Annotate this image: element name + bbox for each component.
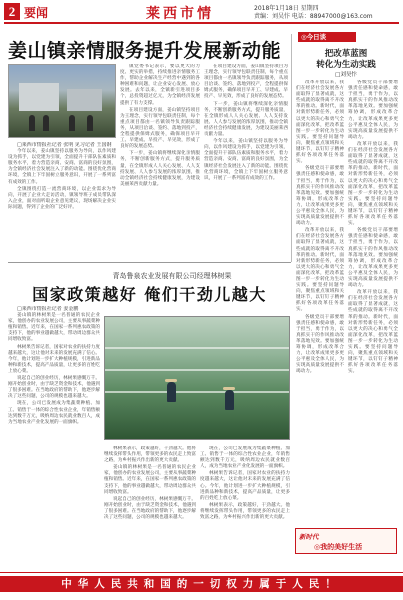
footer-slogan: 中华人民共和国的一切权力属于人民！ [0,576,403,592]
story2-paragraph: 现在，公司已发展成为集蔬菜种植、加工、销售于一体的综合性农业企业，年销售额达到数千万元，吸纳周边农民就业数百人，成为当地农业产业化发展的一面旗帜。 [200,446,290,470]
story1-paragraph: 今年以来，姜山镇坚持以服务为导向，以作风建设为抓手，以党建为引领，全面提升干部队伍素质和服务水平，着力营造亲商、安商、富商的良好氛围，为全镇经济社会发展注入了新的动能。围绕优化营商环境，全镇上下牢固树立服务意识，开展了一系列富有成效的工作。 [204,139,288,181]
story1-photo [8,64,116,138]
photo-person [87,115,93,131]
header-rule [4,22,399,24]
sidebar-title: 把改革蓝图 [324,49,368,59]
story2-paragraph: 林树果表示，政策越好，干劲越大。他将继续发挥带头作用，带领更多的农民走上致富之路，为乡村振兴作出新的更大贡献。 [200,502,290,521]
story2-paragraph: 林树果告诉记者，国家对农业的扶持力度越来越大，这让他对未来的发展充满了信心。今年，他计划进一步扩大种植规模，引进新品种和新技术，提高产品质量，让更多的百姓吃上放心菜。 [8,344,100,374]
story1-column [8,142,116,260]
sidebar-paragraph: 改革开放以来，我们在经济社会发展各方面取得了显著成就，这些成就的取得离不开改革的推动。新时代，面对新形势新任务，必须以更大的决心和勇气全面深化改革，把改革蓝图一步一步转化为生动实践。要坚持问题导向，聚焦重点领域和关键环节，以钉钉子精神抓好各项改革任务落实。 [296,228,344,313]
story1-paragraph: 今年以来，姜山镇坚持以服务为导向，以作风建设为抓手，以党建为引领，全面提升干部队伍素质和服务水平，着力营造亲商、安商、富商的良好氛围，为全镇经济社会发展注入了新的动能。围绕优化营商环境，全镇上下牢固树立服务意识，开展了一系列富有成效的工作。 [8,149,116,185]
story2-paragraph: 林树果告诉记者，国家对农业的扶持力度越来越大，这让他对未来的发展充满了信心。今年，他计划进一步扩大种植规模，引进新品种和新技术，提高产品质量，让更多的百姓吃上放心菜。 [200,471,290,501]
photo-greenhouse-row [105,347,290,349]
story1-headline: 姜山镇亲情服务提升发展新动能 [8,40,282,62]
editor-line: 责编：刘吴忭 电话：88947000@163.com [254,13,373,20]
photo-person [167,382,176,402]
story1-column [204,64,288,260]
page-number: 2 [4,3,20,20]
paper-name: 莱西市情 [146,6,214,22]
sidebar-paragraph: 各级党员干部要增强责任感和使命感，敢于担当，勇于作为，以真抓实干的作风推动改革落地见效。要加强统筹协调，形成改革合力，让改革成果更多更公平惠及全体人民，为实现高质量发展提供不竭动力。 [296,166,344,227]
story2-kicker: 青岛鲁泉农业发展有限公司经理林树果 [112,272,232,280]
promo-box [295,528,397,554]
sidebar-paragraph: 改革开放以来，我们在经济社会发展各方面取得了显著成就，这些成就的取得离不开改革的推动。新时代，面对新形势新任务，必须以更大的决心和勇气全面深化改革，把改革蓝图一步一步转化为生动实践。要坚持问题导向，聚焦重点领域和关键环节，以钉钉子精神抓好各项改革任务落实。 [348,290,398,375]
story2-paragraph: 现在，公司已发展成为集蔬菜种植、加工、销售于一体的综合性农业企业，年销售额达到数千万元，吸纳周边农民就业数百人，成为当地农业产业化发展的一面旗帜。 [8,401,100,425]
footer-rule [0,572,403,573]
story2-paragraph: 说起自己的创业经历，林树果感慨万千。刚开始创业时，由于缺乏资金和技术，他遇到了很多困难。在当地政府的帮助下，他逐步解决了这些问题，公司的规模也越来越大。 [8,376,100,400]
sidebar-divider [291,34,292,262]
sidebar-paragraph: 各级党员干部要增强责任感和使命感，敢于担当，勇于作为，以真抓实干的作风推动改革落地见效。要加强统筹协调，形成改革合力，让改革成果更多更公平惠及全体人民，为实现高质量发展提供不竭动力。 [296,314,344,375]
photo-person [29,115,35,131]
photo-person [43,115,49,131]
sidebar-author: □刘昊忭 [335,72,357,78]
photo-building [67,89,102,111]
photo-greenhouse-row [105,391,290,393]
sidebar-paragraph: 改革开放以来，我们在经济社会发展各方面取得了显著成就，这些成就的取得离不开改革的推动。新时代，面对新形势新任务，必须以更大的决心和勇气全面深化改革，把改革蓝图一步一步转化为生动实践。要坚持问题导向，聚焦重点领域和关键环节，以钉钉子精神抓好各项改革任务落实。 [348,141,398,227]
promo-subtitle: ◎我的美好生活 [314,543,363,551]
sidebar-paragraph: 改革开放以来，我们在经济社会发展各方面取得了显著成就，这些成就的取得离不开改革的推动。新时代，面对新形势新任务，必须以更大的决心和勇气全面深化改革，把改革蓝图一步一步转化为生动实践。要坚持问题导向，聚焦重点领域和关键环节，以钉钉子精神抓好各项改革任务落实。 [296,80,344,165]
story1-paragraph: 下一步，姜山镇将继续深化亲情服务，不断创新服务方式，提升服务质量，在全镇形成人人关心发展、人人支持发展、人人参与发展的浓厚氛围，推动全镇经济社会持续健康发展，为建设美丽莱西贡献力量。 [120,151,200,187]
story1-paragraph: 镇党委书记表示，要以更大的力度、更实的举措，持续推进亲情服务工作，帮助企业解决生产经营中遇到的各种困难和问题，让企业安心发展、放心发展。去年以来，全镇新引进项目多个，总投资超过亿元，为全镇经济发展提供了有力支撑。 [120,64,200,106]
story1-paragraph: 全镇围绕打造一流营商环境，以企业需求为导向，开展了企业大走访活动，镇领导班子成员带队深入企业，面对面听取企业意见建议，现场解决企业实际问题，得到了企业的广泛好评。 [8,186,116,210]
story2-column [104,446,196,568]
story2-paragraph: 姜山镇的林树果是一名普通的农民企业家，他创办的农业发展公司，主要从事蔬菜种植和销售。近年来，在国家一系列惠农政策的支持下，他的事业越做越大，带动周边群众共同增收致富。 [8,313,100,343]
masthead [4,3,399,21]
section-name: 要闻 [24,6,49,20]
story-divider [8,262,291,263]
promo-title: 新时代 [299,533,319,541]
story1-paragraph: 在项目建设方面，姜山镇坚持项目为王理念，实行领导包联责任制，每个重点项目都由一名镇领导负责跟踪服务，从项目洽谈、签约、落地到投产，全程提供保姆式服务，确保项目早开工、早建成、早投产、早见效，形成了良好的发展态势。 [120,107,200,150]
sidebar-paragraph: 各级党员干部要增强责任感和使命感，敢于担当，勇于作为，以真抓实干的作风推动改革落地见效。要加强统筹协调，形成改革合力，让改革成果更多更公平惠及全体人民，为实现高质量发展提供不竭动力。 [348,80,398,140]
date-line: 2018年1月18日 星期四 [254,5,319,12]
story1-paragraph: 下一步，姜山镇将继续深化亲情服务，不断创新服务方式，提升服务质量，在全镇形成人人关心发展、人人支持发展、人人参与发展的浓厚氛围，推动全镇经济社会持续健康发展，为建设美丽莱西贡献力量。 [204,101,288,138]
story1-byline: □莱西市情报社记者 张明 见习记者 王国钢 [17,142,112,148]
photo-person [225,390,234,410]
photo-building [19,83,59,111]
story2-paragraph: 姜山镇的林树果是一名普通的农民企业家，他创办的农业发展公司，主要从事蔬菜种植和销售。近年来，在国家一系列惠农政策的支持下，他的事业越做越大，带动周边群众共同增收致富。 [104,465,196,495]
story2-paragraph: 林树果表示，政策越好，干劲越大。他将继续发挥带头作用，带领更多的农民走上致富之路，为乡村振兴作出新的更大贡献。 [104,446,196,464]
sidebar-column [348,80,398,524]
photo-person [69,115,75,131]
story2-column [200,446,290,568]
story2-photo [104,316,290,440]
story2-column [8,306,100,568]
story2-paragraph: 说起自己的创业经历，林树果感慨万千。刚开始创业时，由于缺乏资金和技术，他遇到了很多困难。在当地政府的帮助下，他逐步解决了这些问题，公司的规模也越来越大。 [104,496,196,521]
photo-greenhouse-row [105,369,290,371]
sidebar-column [296,80,344,524]
sidebar-tag: ◎今日谈 [298,32,356,42]
story1-column [120,64,200,260]
sidebar-paragraph: 各级党员干部要增强责任感和使命感，敢于担当，勇于作为，以真抓实干的作风推动改革落地见效。要加强统筹协调，形成改革合力，让改革成果更多更公平惠及全体人民，为实现高质量发展提供不竭动力。 [348,228,398,289]
sidebar-title: 转化为生动实践 [316,60,376,70]
story2-byline: □莱西市情报社记者 姜金鹏 [17,306,79,312]
story2-headline: 国家政策越好 俺们干劲儿越大 [32,285,267,304]
story1-paragraph: 在项目建设方面，姜山镇坚持项目为王理念，实行领导包联责任制，每个重点项目都由一名镇领导负责跟踪服务，从项目洽谈、签约、落地到投产，全程提供保姆式服务，确保项目早开工、早建成、早投产、早见效，形成了良好的发展态势。 [204,64,288,100]
